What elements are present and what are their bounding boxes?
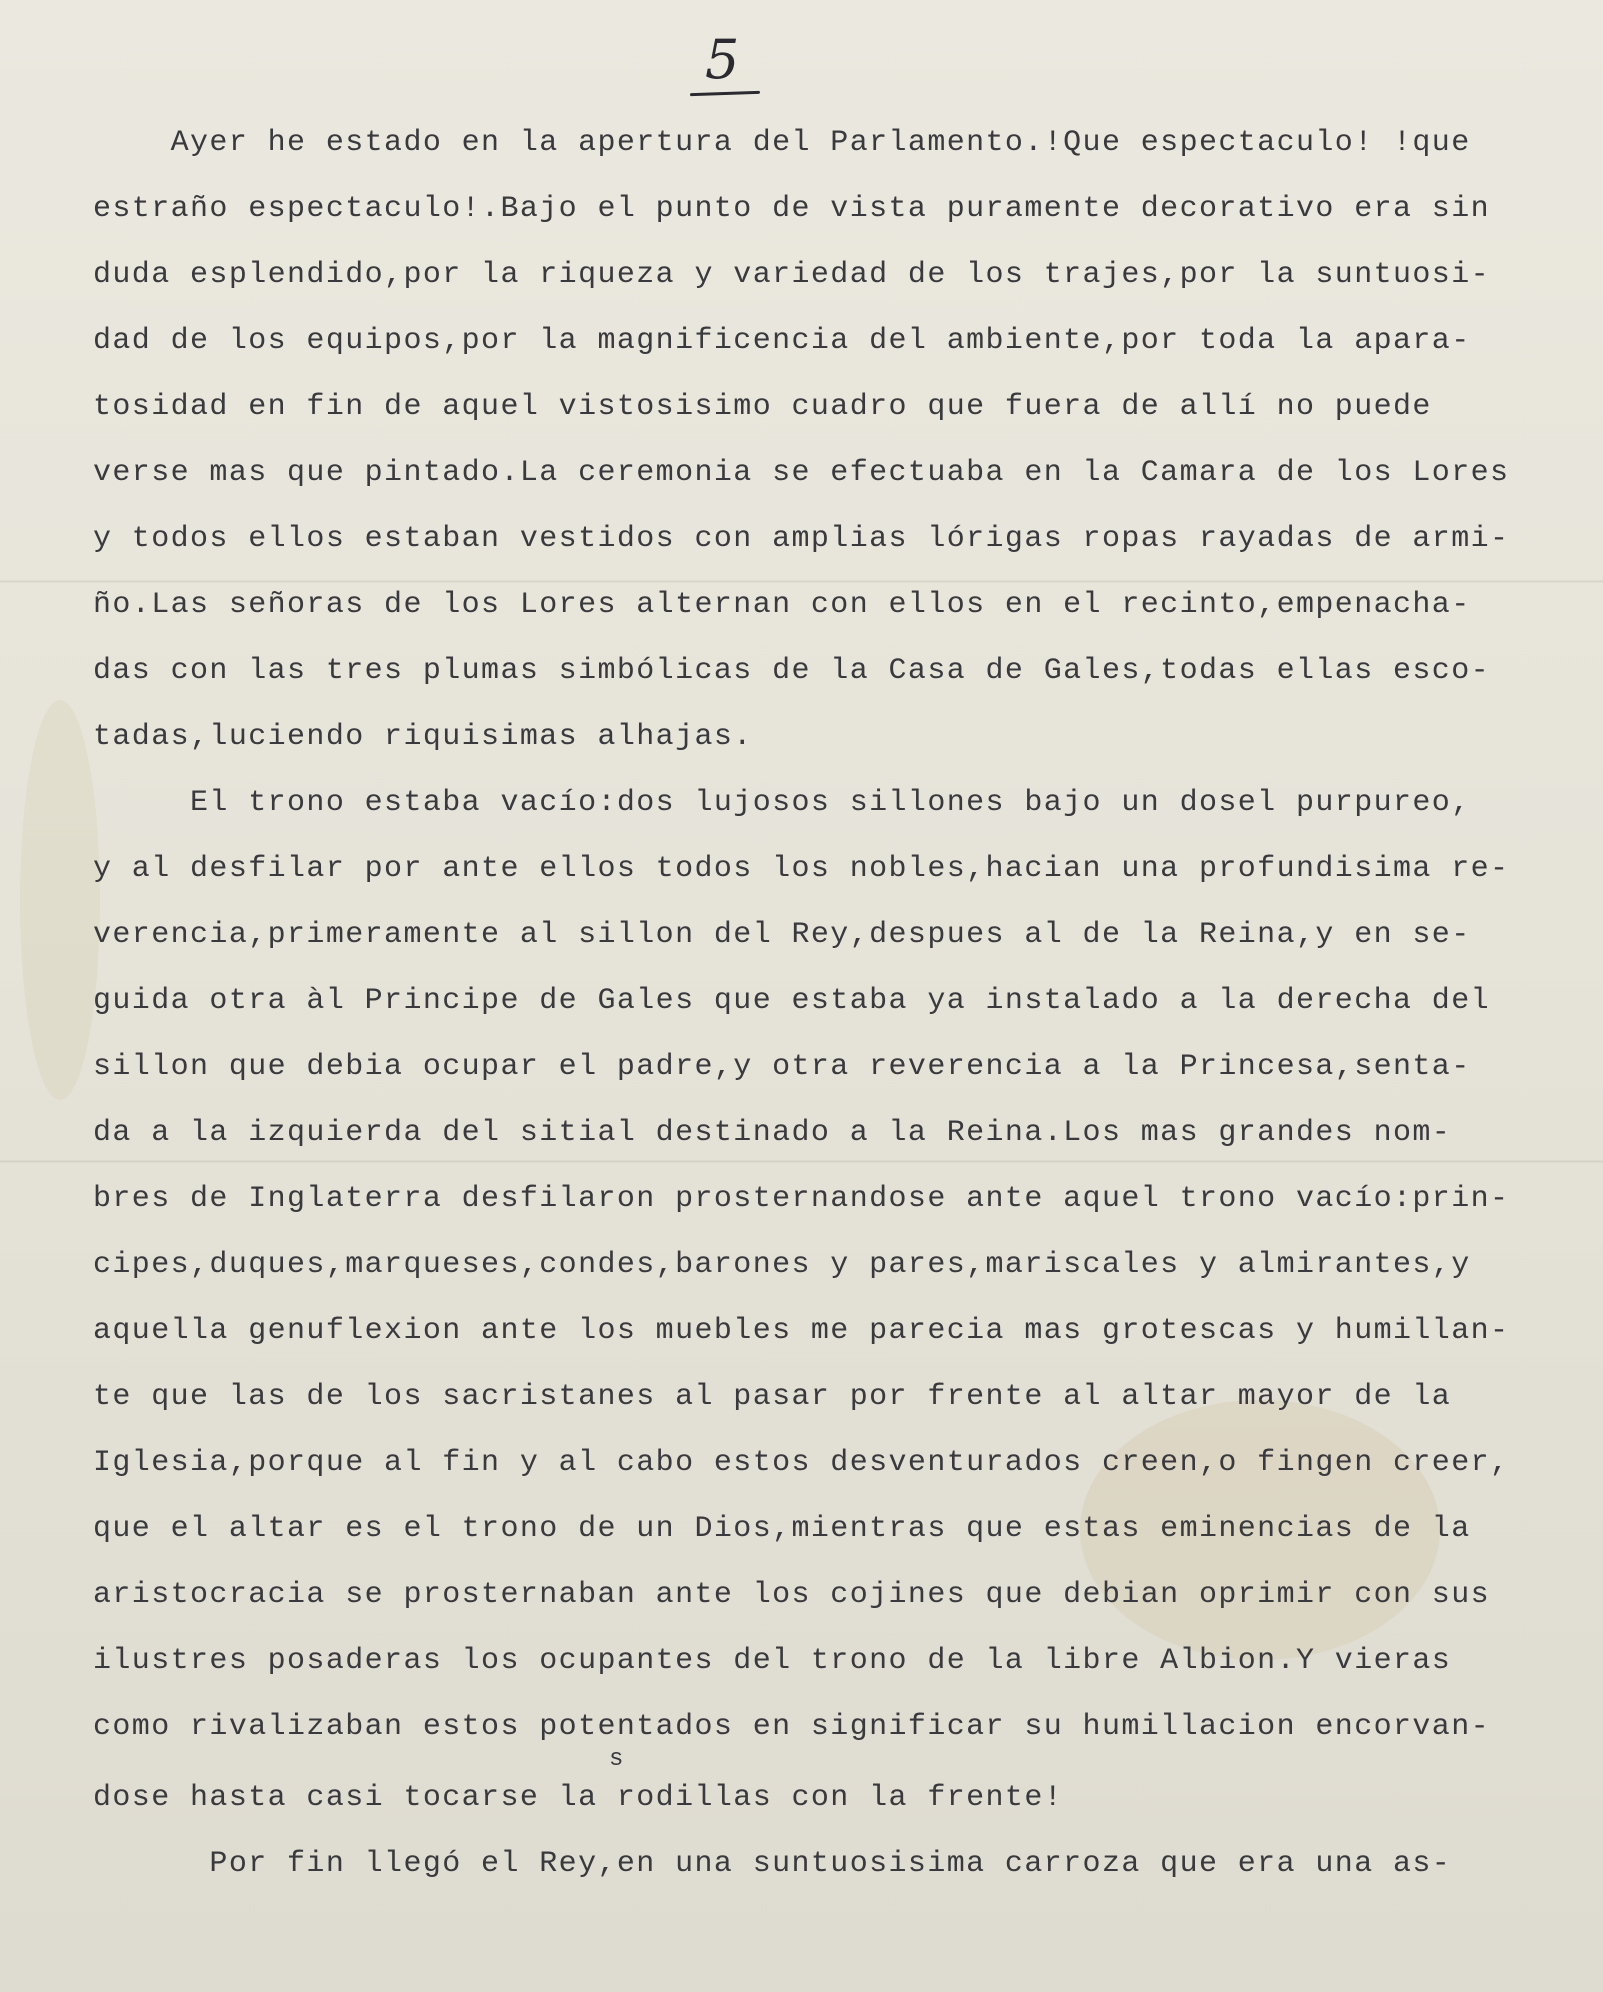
text-line: cipes,duques,marqueses,condes,barones y pares,mariscales y almirantes,y (93, 1248, 1471, 1282)
text-line: ilustres posaderas los ocupantes del trono de la libre Albion.Y vieras (93, 1644, 1452, 1678)
text-line: y al desfilar por ante ellos todos los nobles,hacian una profundisima re- (93, 852, 1510, 886)
text-line: dad de los equipos,por la magnificencia del ambiente,por toda la apara- (93, 324, 1471, 358)
text-line: dose hasta casi tocarse la rodillas con la frente! (93, 1781, 1064, 1815)
text-line: tadas,luciendo riquisimas alhajas. (93, 720, 753, 754)
text-line: estraño espectaculo!.Bajo el punto de vista puramente decorativo era sin (93, 192, 1491, 226)
text-line: Por fin llegó el Rey,en una suntuosisima carroza que era una as- (93, 1847, 1452, 1881)
text-line: das con las tres plumas simbólicas de la Casa de Gales,todas ellas esco- (93, 654, 1491, 688)
text-line: duda esplendido,por la riqueza y variedad de los trajes,por la suntuosi- (93, 258, 1491, 292)
paper-stain (20, 700, 100, 1100)
text-line: que el altar es el trono de un Dios,mientras que estas eminencias de la (93, 1512, 1471, 1546)
text-line: sillon que debia ocupar el padre,y otra reverencia a la Princesa,senta- (93, 1050, 1471, 1084)
paper-fold (0, 580, 1603, 583)
text-line: te que las de los sacristanes al pasar por frente al altar mayor de la (93, 1380, 1452, 1414)
text-line: y todos ellos estaban vestidos con amplias lórigas ropas rayadas de armi- (93, 522, 1510, 556)
text-line: verse mas que pintado.La ceremonia se efectuaba en la Camara de los Lores (93, 456, 1510, 490)
text-line: como rivalizaban estos potentados en significar su humillacion encorvan- (93, 1710, 1491, 1744)
text-line: guida otra àl Principe de Gales que estaba ya instalado a la derecha del (93, 984, 1491, 1018)
text-line: El trono estaba vacío:dos lujosos sillones bajo un dosel purpureo, (93, 786, 1471, 820)
text-line: aristocracia se prosternaban ante los cojines que debian oprimir con sus (93, 1578, 1491, 1612)
text-line: verencia,primeramente al sillon del Rey,despues al de la Reina,y en se- (93, 918, 1471, 952)
paper-fold (0, 1160, 1603, 1163)
text-line: Ayer he estado en la apertura del Parlamento.!Que espectaculo! !que (93, 126, 1471, 160)
text-line: Iglesia,porque al fin y al cabo estos desventurados creen,o fingen creer, (93, 1446, 1510, 1480)
text-line: ño.Las señoras de los Lores alternan con ellos en el recinto,empenacha- (93, 588, 1471, 622)
text-line: da a la izquierda del sitial destinado a la Reina.Los mas grandes nom- (93, 1116, 1452, 1150)
page-number: 5 (705, 28, 740, 91)
page-number-underline (690, 91, 760, 96)
text-line: aquella genuflexion ante los muebles me parecia mas grotescas y humillan- (93, 1314, 1510, 1348)
interlinear-correction: s (609, 1746, 624, 1773)
text-line: tosidad en fin de aquel vistosisimo cuadro que fuera de allí no puede (93, 390, 1432, 424)
text-line: bres de Inglaterra desfilaron prosternandose ante aquel trono vacío:prin- (93, 1182, 1510, 1216)
